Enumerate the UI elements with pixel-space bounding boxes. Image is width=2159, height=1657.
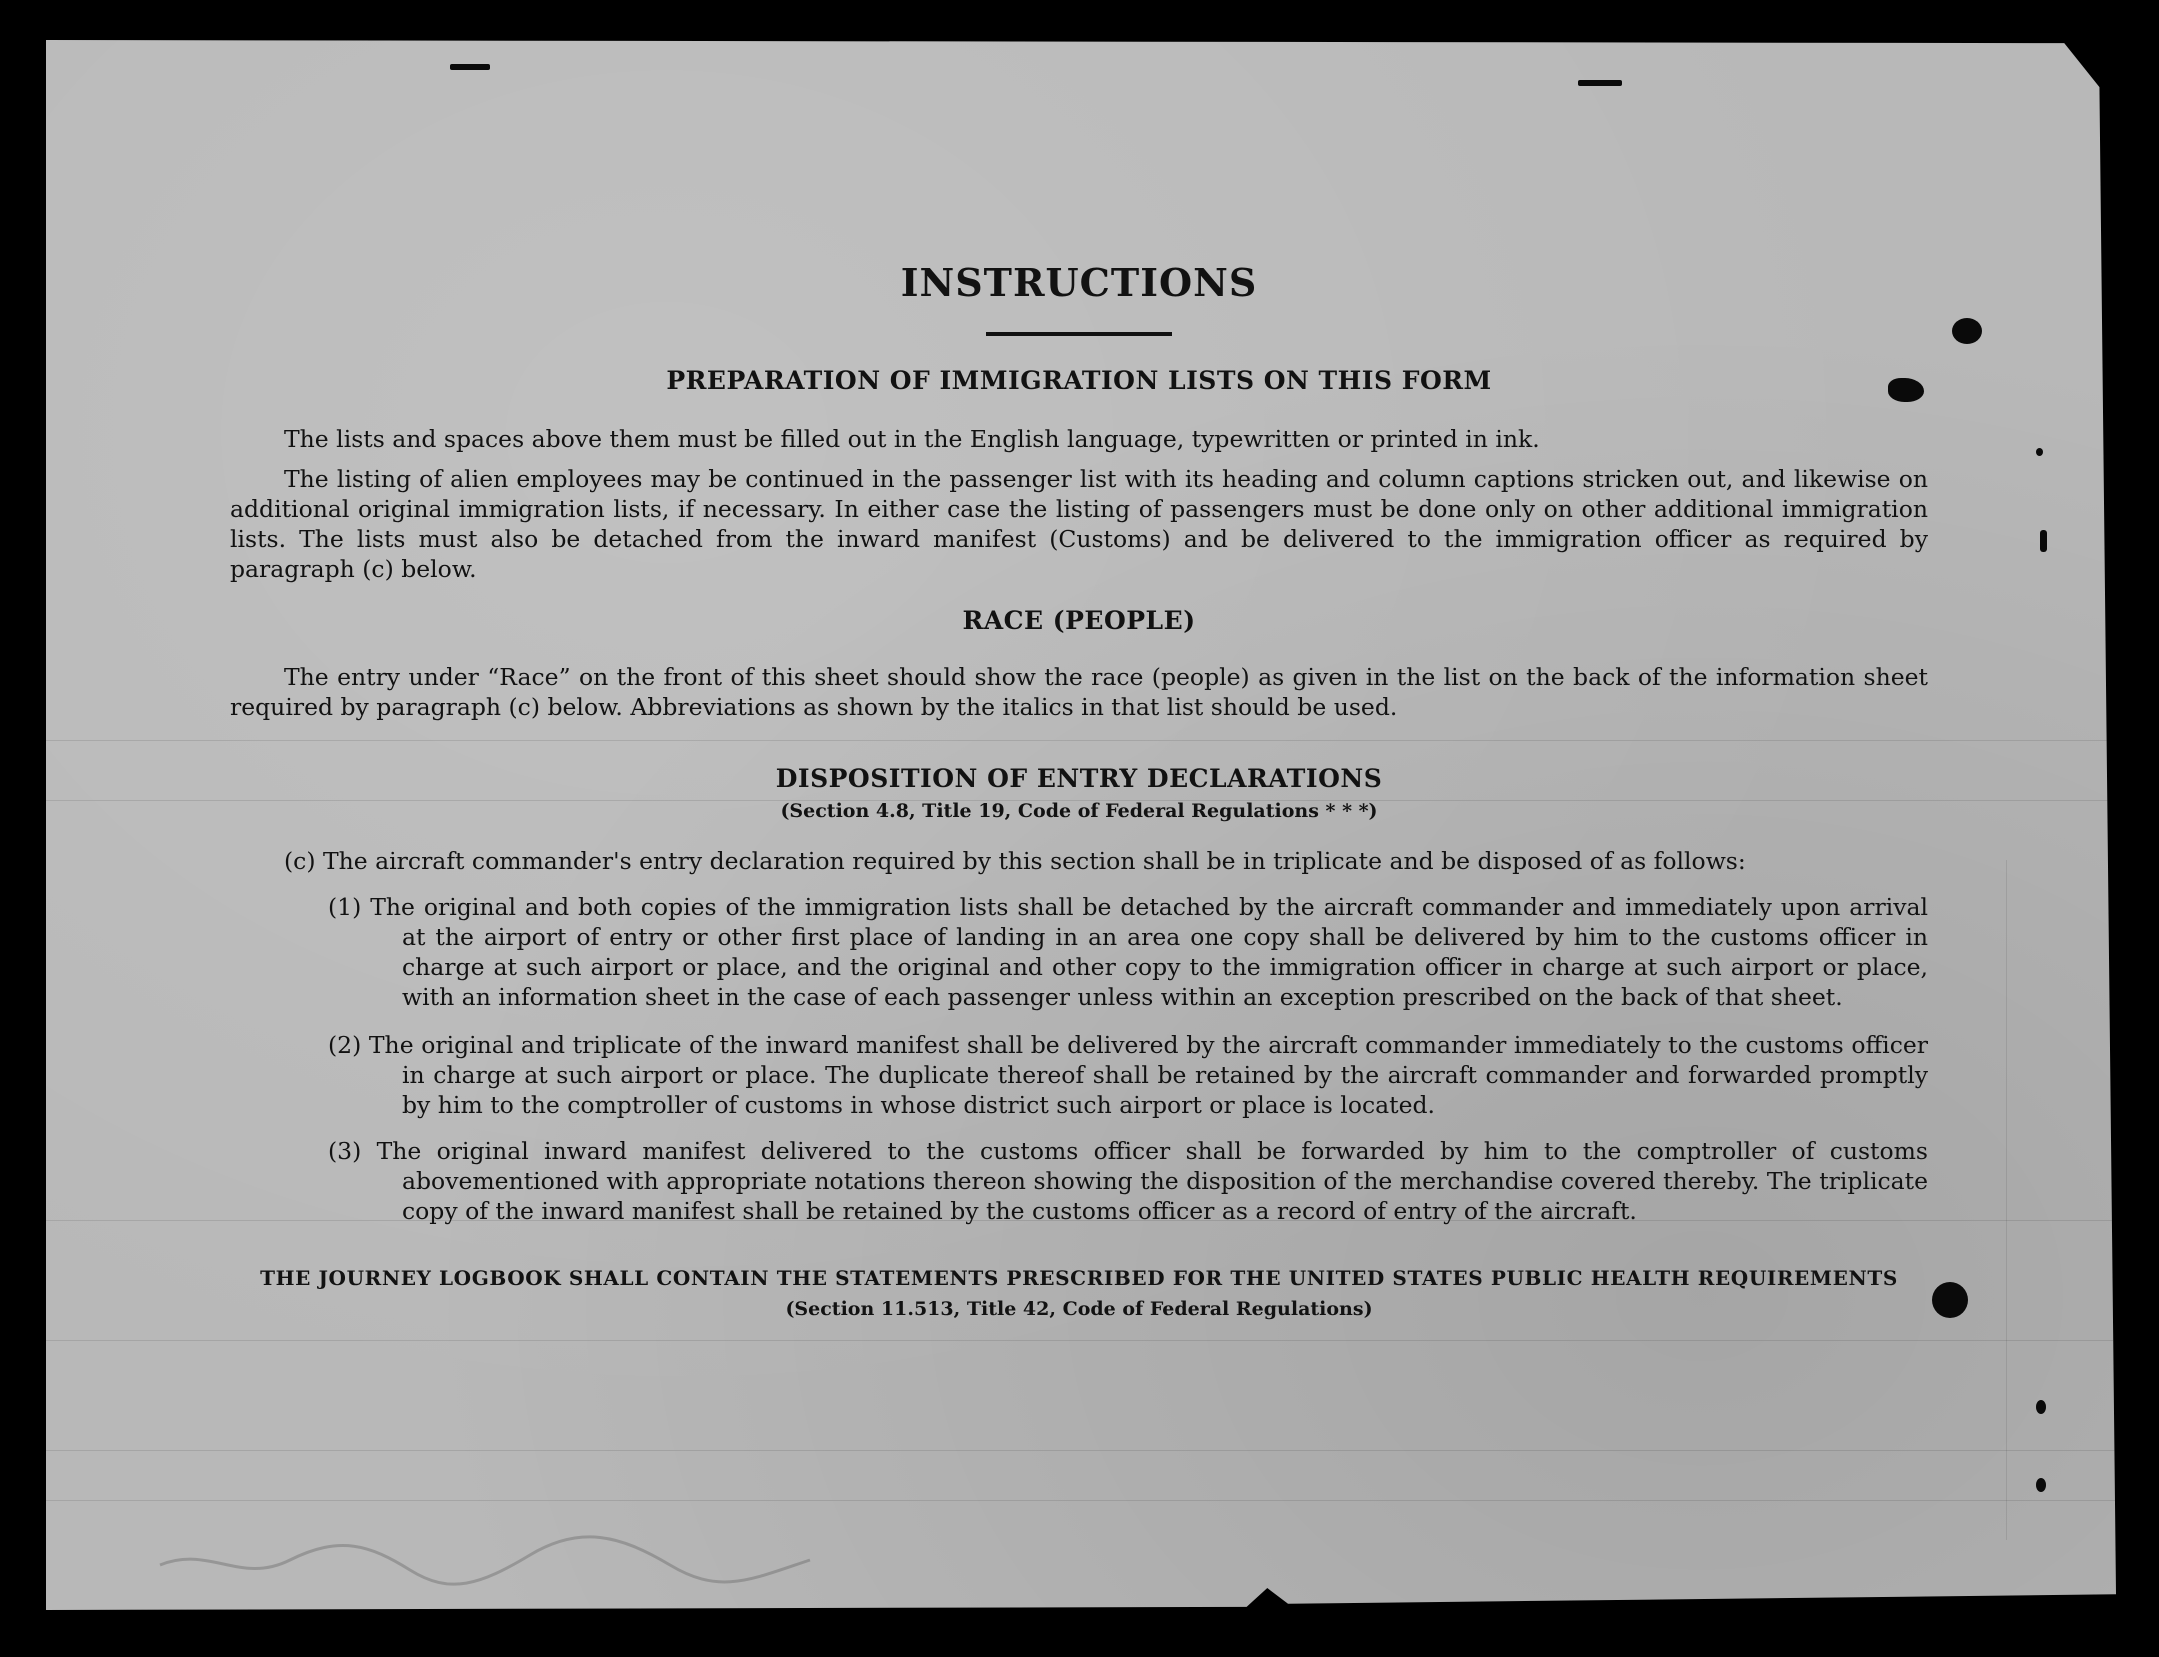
disposition-intro: (c) The aircraft commander's entry declaration required by this section shall be in triplicate and be disposed of as follows:	[284, 847, 1746, 875]
paragraph: The listing of alien employees may be continued in the passenger list with its heading and column captions stricken out, and likewise on additional original immigration lists, if necessary. In either case the listing of passengers must be done only on other additional immigration lists. The lists must also be detached from the inward manifest (Customs) and be delivered to the immigration officer as required by paragraph (c) below.	[230, 465, 1928, 583]
section-heading-preparation: PREPARATION OF IMMIGRATION LISTS ON THIS FORM	[666, 366, 1492, 395]
paragraph: The entry under “Race” on the front of this sheet should show the race (people) as given in the list on the back of the information sheet required by paragraph (c) below. Abbreviations as shown by the italics in that list should be used.	[230, 663, 1928, 721]
paragraph: The lists and spaces above them must be filled out in the English language, typewritten or printed in ink.	[284, 425, 1540, 453]
faint-signature	[150, 1525, 850, 1595]
section-heading-race: RACE (PEOPLE)	[962, 606, 1196, 635]
section-citation: (Section 4.8, Title 19, Code of Federal Regulations * * *)	[780, 800, 1378, 822]
public-health-citation: (Section 11.513, Title 42, Code of Federal Regulations)	[785, 1298, 1373, 1320]
page-title: INSTRUCTIONS	[900, 260, 1258, 305]
title-underline	[986, 332, 1172, 336]
public-health-statement: THE JOURNEY LOGBOOK SHALL CONTAIN THE STATEMENTS PRESCRIBED FOR THE UNITED STATES PUBLIC HEALTH REQUIREMENTS	[260, 1266, 1898, 1290]
list-item: (1) The original and both copies of the immigration lists shall be detached by the aircraft commander and immediately upon arrival at the airport of entry or other first place of landing in an area one copy shall be delivered by him to the customs officer in charge at such airport or place, and the original and other copy to the immigration officer in charge at such airport or place, with an information sheet in the case of each passenger unless within an exception prescribed on the back of that sheet.	[328, 893, 1928, 1011]
list-item: (3) The original inward manifest delivered to the customs officer shall be forwarded by him to the comptroller of customs abovementioned with appropriate notations thereon showing the disposition of the merchandise covered thereby. The triplicate copy of the inward manifest shall be retained by the customs officer as a record of entry of the aircraft.	[328, 1137, 1928, 1225]
list-item: (2) The original and triplicate of the inward manifest shall be delivered by the aircraft commander immediately to the customs officer in charge at such airport or place. The duplicate thereof shall be retained by the aircraft commander and forwarded promptly by him to the comptroller of customs in whose district such airport or place is located.	[328, 1031, 1928, 1119]
section-heading-disposition: DISPOSITION OF ENTRY DECLARATIONS	[775, 764, 1383, 793]
